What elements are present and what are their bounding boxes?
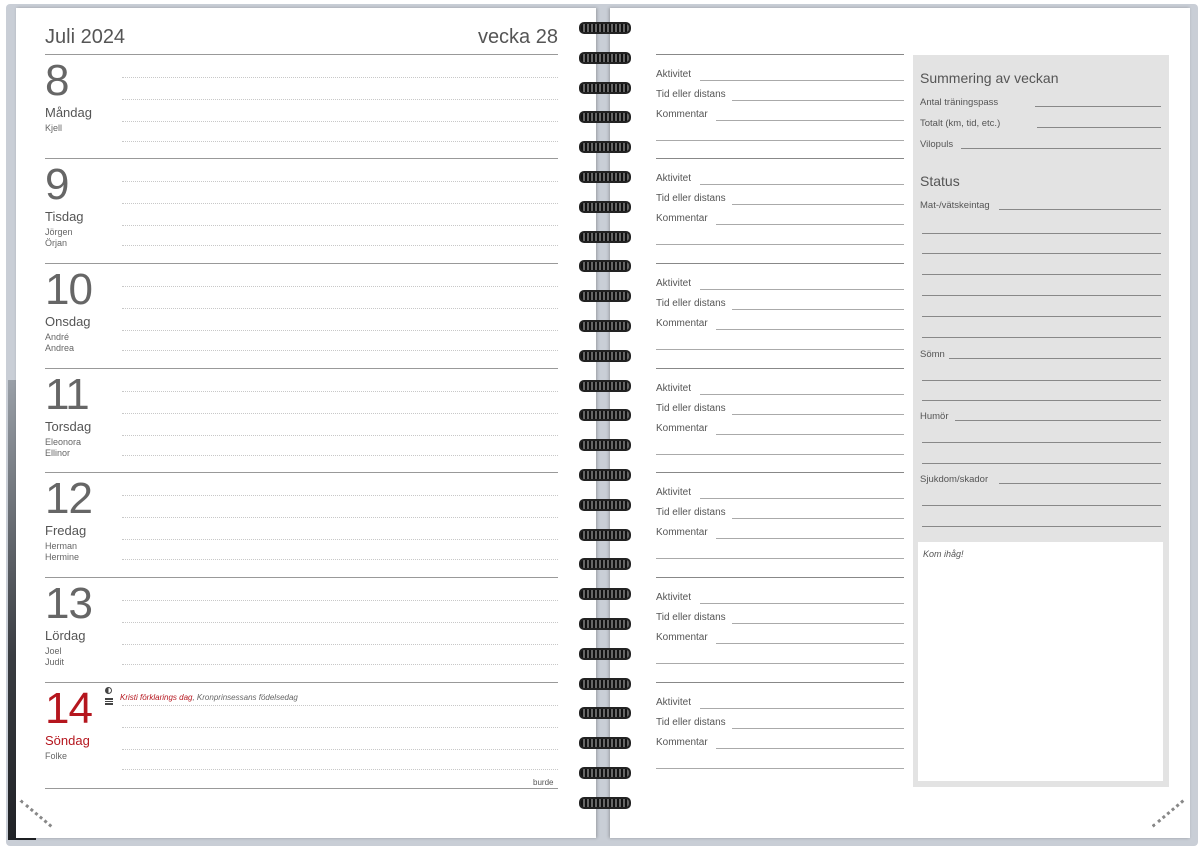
writing-line[interactable] xyxy=(922,400,1161,401)
week-summary-panel xyxy=(913,55,1169,787)
day-name: Onsdag xyxy=(45,314,91,329)
activity-slot[interactable] xyxy=(656,54,904,158)
writing-line xyxy=(122,286,558,287)
spiral-ring xyxy=(579,380,631,392)
day-monday[interactable] xyxy=(45,54,558,158)
comment-label: Kommentar xyxy=(656,213,708,224)
comment-line[interactable] xyxy=(656,244,904,245)
activity-label: Aktivitet xyxy=(656,173,692,184)
time-label: Tid eller distans xyxy=(656,717,726,728)
slot-divider xyxy=(656,158,904,159)
writing-line xyxy=(122,495,558,496)
writing-line[interactable] xyxy=(922,463,1161,464)
spiral-ring xyxy=(579,141,631,153)
spiral-ring xyxy=(579,171,631,183)
day-wednesday[interactable] xyxy=(45,263,558,367)
status-title: Status xyxy=(920,173,960,189)
day-number: 9 xyxy=(45,160,69,209)
month-title: Juli 2024 xyxy=(45,26,126,48)
day-thursday[interactable] xyxy=(45,368,558,472)
spiral-ring xyxy=(579,439,631,451)
status-food-line[interactable] xyxy=(999,209,1161,210)
activity-label: Aktivitet xyxy=(656,69,692,80)
activity-slot[interactable] xyxy=(656,158,904,262)
writing-line xyxy=(122,664,558,665)
day-number: 13 xyxy=(45,579,92,628)
time-line[interactable] xyxy=(732,414,904,415)
activity-line[interactable] xyxy=(700,80,904,81)
comment-line[interactable] xyxy=(716,643,904,644)
writing-line xyxy=(122,559,558,560)
writing-line[interactable] xyxy=(922,380,1161,381)
time-line[interactable] xyxy=(732,204,904,205)
spiral-ring xyxy=(579,201,631,213)
summary-field-label: Totalt (km, tid, etc.) xyxy=(920,118,1001,129)
activity-line[interactable] xyxy=(700,184,904,185)
day-saturday[interactable] xyxy=(45,577,558,681)
comment-label: Kommentar xyxy=(656,109,708,120)
writing-line xyxy=(122,600,558,601)
spiral-ring xyxy=(579,469,631,481)
day-name: Lördag xyxy=(45,628,86,643)
nameday: Andrea xyxy=(45,343,75,353)
nameday: Hermine xyxy=(45,552,80,562)
status-injury-line[interactable] xyxy=(999,483,1161,484)
writing-line[interactable] xyxy=(922,295,1161,296)
writing-line[interactable] xyxy=(922,337,1161,338)
writing-line xyxy=(122,121,558,122)
summary-field-line[interactable] xyxy=(1035,106,1161,107)
comment-line[interactable] xyxy=(716,120,904,121)
spiral-ring xyxy=(579,618,631,630)
writing-line xyxy=(122,245,558,246)
time-label: Tid eller distans xyxy=(656,298,726,309)
comment-line[interactable] xyxy=(716,224,904,225)
week-title: vecka 28 xyxy=(477,26,558,48)
comment-line[interactable] xyxy=(656,140,904,141)
day-name: Tisdag xyxy=(45,209,84,224)
day-number: 11 xyxy=(45,370,89,419)
slot-divider xyxy=(656,472,904,473)
status-injury-label: Sjukdom/skador xyxy=(920,474,989,485)
activity-label: Aktivitet xyxy=(656,487,692,498)
summary-field-line[interactable] xyxy=(961,148,1161,149)
activity-slot[interactable] xyxy=(656,263,904,367)
spiral-ring xyxy=(579,52,631,64)
time-label: Tid eller distans xyxy=(656,89,726,100)
writing-line[interactable] xyxy=(922,253,1161,254)
spiral-ring xyxy=(579,290,631,302)
comment-label: Kommentar xyxy=(656,737,708,748)
nameday: Judit xyxy=(45,657,65,667)
slot-divider xyxy=(656,263,904,264)
slot-divider xyxy=(656,368,904,369)
day-number: 14 xyxy=(45,684,92,733)
status-mood-line[interactable] xyxy=(955,420,1161,421)
time-line[interactable] xyxy=(732,728,904,729)
comment-line[interactable] xyxy=(656,663,904,664)
spiral-ring xyxy=(579,678,631,690)
nameday: Folke xyxy=(45,751,68,761)
activity-line[interactable] xyxy=(700,603,904,604)
activity-label: Aktivitet xyxy=(656,592,692,603)
time-line[interactable] xyxy=(732,518,904,519)
writing-line xyxy=(122,455,558,456)
time-line[interactable] xyxy=(732,623,904,624)
status-sleep-line[interactable] xyxy=(949,358,1161,359)
writing-line xyxy=(122,203,558,204)
writing-line[interactable] xyxy=(922,316,1161,317)
writing-line xyxy=(122,413,558,414)
writing-line xyxy=(122,705,558,706)
spiral-ring xyxy=(579,350,631,362)
spiral-ring xyxy=(579,22,631,34)
comment-line[interactable] xyxy=(656,558,904,559)
spiral-ring xyxy=(579,111,631,123)
writing-line xyxy=(122,141,558,142)
nameday: Herman xyxy=(45,541,78,551)
time-label: Tid eller distans xyxy=(656,612,726,623)
writing-line[interactable] xyxy=(922,233,1161,234)
activity-label: Aktivitet xyxy=(656,383,692,394)
time-label: Tid eller distans xyxy=(656,193,726,204)
nameday: Örjan xyxy=(45,238,68,248)
spiral-ring xyxy=(579,320,631,332)
activity-slot[interactable] xyxy=(656,577,904,681)
spiral-ring xyxy=(579,409,631,421)
activity-line[interactable] xyxy=(700,394,904,395)
comment-line[interactable] xyxy=(716,329,904,330)
spiral-ring xyxy=(579,558,631,570)
activity-slot[interactable] xyxy=(656,472,904,576)
day-number: 12 xyxy=(45,474,92,523)
slot-divider xyxy=(656,577,904,578)
comment-line[interactable] xyxy=(656,349,904,350)
writing-line[interactable] xyxy=(922,505,1161,506)
time-label: Tid eller distans xyxy=(656,507,726,518)
comment-line[interactable] xyxy=(716,538,904,539)
spiral-ring xyxy=(579,231,631,243)
day-name: Måndag xyxy=(45,105,92,120)
writing-line xyxy=(122,435,558,436)
writing-line[interactable] xyxy=(922,274,1161,275)
activity-slot[interactable] xyxy=(656,368,904,472)
writing-line xyxy=(122,225,558,226)
writing-line xyxy=(122,99,558,100)
time-line[interactable] xyxy=(732,100,904,101)
activity-label: Aktivitet xyxy=(656,278,692,289)
spiral-ring xyxy=(579,82,631,94)
writing-line xyxy=(122,391,558,392)
writing-line xyxy=(122,769,558,770)
time-line[interactable] xyxy=(732,309,904,310)
comment-label: Kommentar xyxy=(656,527,708,538)
brand-logo: burde xyxy=(533,778,554,787)
day-name: Söndag xyxy=(45,733,90,748)
writing-line xyxy=(122,308,558,309)
writing-line xyxy=(122,330,558,331)
page-bottom-line xyxy=(45,788,558,789)
spiral-ring xyxy=(579,529,631,541)
spiral-ring xyxy=(579,737,631,749)
status-mood-label: Humör xyxy=(920,411,949,422)
comment-line[interactable] xyxy=(656,768,904,769)
writing-line xyxy=(122,749,558,750)
activity-line[interactable] xyxy=(700,498,904,499)
writing-line xyxy=(122,77,558,78)
nameday: Kjell xyxy=(45,123,63,133)
activity-line[interactable] xyxy=(700,289,904,290)
day-sunday[interactable] xyxy=(45,682,558,786)
comment-line[interactable] xyxy=(716,748,904,749)
writing-line xyxy=(122,350,558,351)
day-name: Torsdag xyxy=(45,419,92,434)
spiral-ring xyxy=(579,707,631,719)
holiday-note xyxy=(120,693,298,702)
activity-line[interactable] xyxy=(700,708,904,709)
writing-line[interactable] xyxy=(922,526,1161,527)
slot-divider xyxy=(656,54,904,55)
spiral-ring xyxy=(579,648,631,660)
writing-line[interactable] xyxy=(922,442,1161,443)
writing-line xyxy=(122,727,558,728)
nameday: André xyxy=(45,332,70,342)
holiday-name: Kristi förklarings dag xyxy=(120,693,193,702)
spiral-ring xyxy=(579,260,631,272)
time-label: Tid eller distans xyxy=(656,403,726,414)
comment-label: Kommentar xyxy=(656,632,708,643)
activity-label: Aktivitet xyxy=(656,697,692,708)
spiral-ring xyxy=(579,797,631,809)
flag-day-icon xyxy=(105,698,113,704)
day-number: 8 xyxy=(45,56,69,105)
comment-label: Kommentar xyxy=(656,423,708,434)
status-food-label: Mat-/vätskeintag xyxy=(920,200,990,211)
writing-line xyxy=(122,539,558,540)
spiral-ring xyxy=(579,767,631,779)
moon-phase-icon xyxy=(105,687,112,694)
nameday: Ellinor xyxy=(45,448,71,458)
spiral-ring xyxy=(579,588,631,600)
comment-line[interactable] xyxy=(656,454,904,455)
remember-label: Kom ihåg! xyxy=(923,549,964,559)
status-sleep-label: Sömn xyxy=(920,349,945,360)
activity-slot[interactable] xyxy=(656,682,904,786)
writing-line xyxy=(122,622,558,623)
nameday: Eleonora xyxy=(45,437,82,447)
nameday: Joel xyxy=(45,646,62,656)
comment-label: Kommentar xyxy=(656,318,708,329)
comment-line[interactable] xyxy=(716,434,904,435)
day-tuesday[interactable] xyxy=(45,158,558,262)
nameday: Jörgen xyxy=(45,227,73,237)
summary-title: Summering av veckan xyxy=(920,70,1059,86)
day-number: 10 xyxy=(45,265,92,314)
slot-divider xyxy=(656,682,904,683)
writing-line xyxy=(122,517,558,518)
summary-field-line[interactable] xyxy=(1037,127,1161,128)
spiral-ring xyxy=(579,499,631,511)
holiday-extra: , Kronprinsessans födelsedag xyxy=(192,693,298,702)
summary-field-label: Vilopuls xyxy=(920,139,954,150)
summary-field-label: Antal träningspass xyxy=(920,97,999,108)
day-name: Fredag xyxy=(45,523,87,538)
day-friday[interactable] xyxy=(45,472,558,576)
writing-line xyxy=(122,644,558,645)
writing-line xyxy=(122,181,558,182)
remember-box[interactable] xyxy=(918,542,1163,781)
